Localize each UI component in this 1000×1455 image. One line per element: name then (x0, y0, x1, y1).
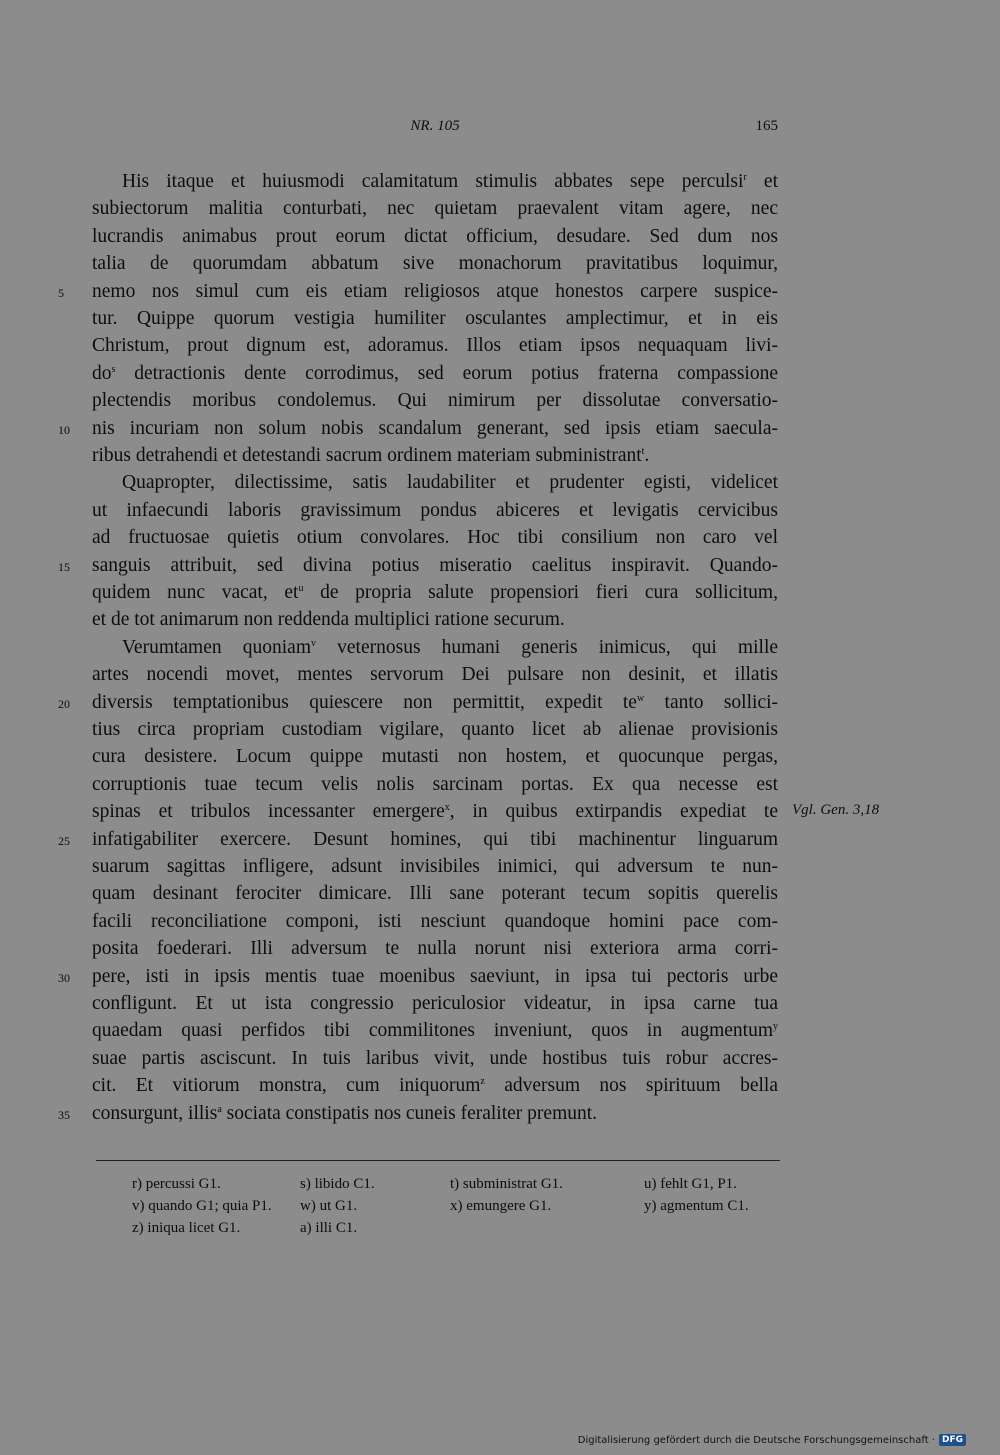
footnote-marker: z (480, 1076, 485, 1088)
text-line: quam desinant ferociter dimicare. Illi sane poterant tecum sopitis querelis (92, 883, 778, 905)
text-line: ut infaecundi laboris gravissimum pondus abiceres et levigatis cervicibus (92, 499, 778, 521)
line-number: 25 (58, 833, 70, 848)
text-line: consurgunt, illis$^a$ sociata constipatis nos cuneis feraliter premunt. (92, 1102, 598, 1124)
margin-note: Vgl. Gen. 3,18 (792, 802, 880, 818)
line-number: 30 (58, 970, 70, 985)
footnote-rule (96, 1160, 780, 1161)
footnote: a) illi C1. (300, 1220, 358, 1236)
footnote: w) ut G1. (300, 1198, 358, 1214)
text-line: ribus detrahendi et detestandi sacrum ordinem materiam subministrant$^t$. (92, 445, 650, 466)
text-line: Christum, prout dignum est, adoramus. Illos etiam ipsos nequaquam livi- (92, 335, 778, 357)
text-line: sanguis attribuit, sed divina potius miseratio caelitus inspiravit. Quando- (92, 554, 778, 576)
text-line: $do^s$ detractionis dente corrodimus, sed eorum potius fraterna compassione (92, 362, 778, 384)
footnote: y) agmentum C1. (644, 1198, 749, 1214)
text-line: spinas et tribulos incessanter emergere$^x$, in quibus extirpandis expediat te (92, 801, 778, 823)
header-title: NR. 105 (410, 118, 460, 134)
text-line: confligunt. Et ut ista congressio periculosior videatur, in ipsa carne tua (92, 993, 778, 1014)
footnote: z) iniqua licet G1. (132, 1220, 241, 1236)
text-line: talia de quorumdam abbatum sive monachorum pravitatibus loquimur, (92, 253, 778, 275)
text-line: subiectorum malitia conturbati, nec quietam praevalent vitam agere, nec (92, 198, 778, 220)
line-number: 10 (58, 422, 70, 437)
footnote-marker: t (641, 446, 645, 457)
footnote-marker: x (444, 802, 450, 814)
text-line: nis incuriam non solum nobis scandalum generant, sed ipsis etiam saecula- (92, 417, 778, 439)
footnote-marker: r (743, 172, 747, 183)
text-line: Verumtamen quoniam$^v$ veternosus humani generis inimicus, qui mille (122, 636, 779, 658)
text-line: facili reconciliatione componi, isti nesciunt quandoque homini pace com- (92, 910, 778, 932)
footnote: v) quando G1; quia P1. (132, 1198, 272, 1214)
footnote-row (132, 1198, 780, 1220)
line-number: 20 (58, 696, 70, 711)
text-line: lucrandis animabus prout eorum dictat officium, desudare. Sed dum nos (92, 225, 778, 247)
credit-text: Digitalisierung gefördert durch die Deutsche Forschungsgemeinschaft (577, 1434, 929, 1446)
footnote-marker: v (311, 637, 317, 649)
text-line: quaedam quasi perfidos tibi commilitones inveniunt, quos in augmentum$^y$ (92, 1020, 778, 1042)
text-line: diversis temptationibus quiescere non permittit, expedit $te^w$ tanto sollici- (92, 691, 779, 713)
text-line: nemo nos simul cum eis etiam religiosos atque honestos carpere suspice- (92, 280, 778, 302)
line-number: 35 (58, 1107, 70, 1122)
text-line: posita foederari. Illi adversum te nulla norunt nisi exteriora arma corri- (92, 938, 778, 960)
text-line: et de tot animarum non reddenda multiplici ratione securum. (92, 609, 565, 631)
footnote: r) percussi G1. (132, 1176, 221, 1192)
running-header (92, 118, 778, 138)
text-line: infatigabiliter exercere. Desunt homines, qui tibi machinentur linguarum (92, 828, 778, 850)
text-line: suae partis asciscunt. In tuis laribus vivit, unde hostibus tuis robur accres- (92, 1047, 778, 1069)
text-line: cura desistere. Locum quippe mutasti non hostem, et quocunque pergas, (92, 746, 778, 768)
footnote-marker: a (217, 1103, 222, 1115)
digitization-credit (578, 1434, 966, 1446)
text-line: plectendis moribus condolemus. Qui nimirum per dissolutae conversatio- (92, 390, 778, 412)
text-line: corruptionis tuae tecum velis nolis sarcinam portas. Ex qua necesse est (92, 773, 778, 795)
text-line: Quapropter, dilectissime, satis laudabiliter et prudenter egisti, videlicet (122, 472, 778, 494)
footnote-marker: u (298, 583, 304, 594)
footnote-marker: w (636, 692, 645, 704)
footnote: s) libido C1. (300, 1176, 375, 1192)
footnote-row (132, 1176, 780, 1198)
footnote-marker: y (773, 1021, 778, 1033)
line-number: 15 (58, 559, 70, 574)
footnote-row (132, 1220, 780, 1242)
text-line: suarum sagittas infligere, adsunt invisibiles inimici, qui adversum te nun- (92, 856, 778, 877)
footnote-marker: s (111, 363, 116, 375)
page-number: 165 (755, 118, 778, 134)
dfg-logo: DFG (939, 1434, 966, 1446)
footnote: u) fehlt G1, P1. (644, 1176, 737, 1192)
text-line: cit. Et vitiorum monstra, cum iniquorum$^z$ adversum nos spirituum bella (92, 1075, 778, 1097)
text-line: tur. Quippe quorum vestigia humiliter osculantes amplectimur, et in eis (92, 308, 778, 329)
credit-separator: · (928, 1434, 935, 1446)
text-line: pere, isti in ipsis mentis tuae moenibus saeviunt, in ipsa tui pectoris urbe (92, 965, 778, 987)
line-number: 5 (58, 285, 64, 300)
text-line: ad fructuosae quietis otium convolares. Hoc tibi consilium non caro vel (92, 527, 778, 549)
text-line: His itaque et huiusmodi calamitatum stimulis abbates sepe perculsi$^r$ et (122, 171, 778, 192)
text-line: tius circa propriam custodiam vigilare, quanto licet ab alienae provisionis (92, 719, 778, 740)
footnote: x) emungere G1. (450, 1198, 552, 1214)
footnote: t) subministrat G1. (450, 1176, 563, 1192)
text-line: artes nocendi movet, mentes servorum Dei pulsare non desinit, et illatis (92, 664, 778, 686)
text-line: quidem nunc vacat, $et^u$ de propria salute propensiori fieri cura sollicitum, (92, 582, 778, 603)
